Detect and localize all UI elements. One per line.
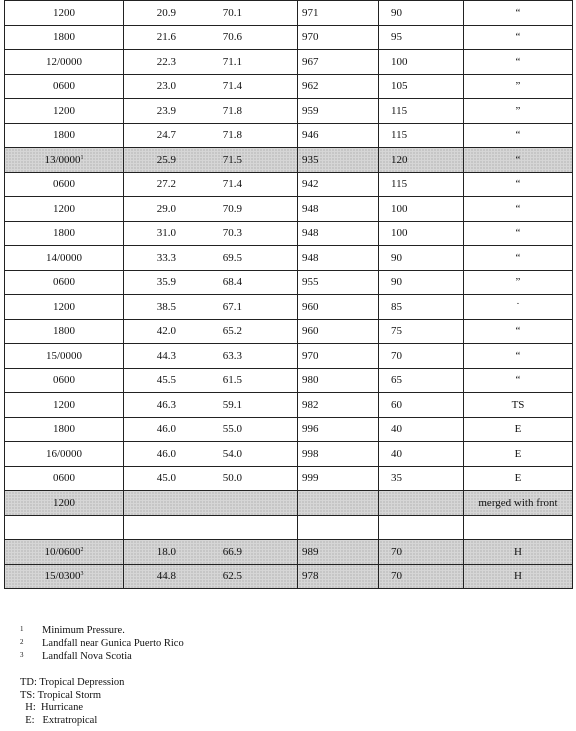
position-cell	[124, 172, 298, 197]
pressure-cell: 967	[298, 50, 379, 75]
table-row	[5, 246, 573, 271]
footnote-marker: 1	[80, 154, 84, 161]
longitude-value: 61.5	[222, 374, 242, 387]
position-cell	[124, 417, 298, 442]
latitude-value: 46.0	[156, 423, 176, 436]
longitude-value: 70.9	[222, 202, 242, 215]
pressure-cell: 960	[298, 295, 379, 320]
longitude-value: 55.0	[222, 423, 242, 436]
time-value: 1800	[53, 129, 75, 142]
longitude-value: 66.9	[222, 545, 242, 558]
longitude-value: 67.1	[222, 300, 242, 313]
longitude-value: 54.0	[222, 447, 242, 460]
table-row	[5, 123, 573, 148]
position-cell	[124, 1, 298, 26]
footnotes	[20, 624, 184, 663]
wind-cell: 115	[379, 172, 464, 197]
time-value: 0600	[53, 374, 75, 387]
table-row	[5, 466, 573, 491]
wind-cell: 100	[379, 197, 464, 222]
time-cell	[5, 123, 124, 148]
table-row	[5, 393, 573, 418]
position-cell	[124, 319, 298, 344]
time-cell	[5, 466, 124, 491]
time-cell	[5, 25, 124, 50]
stage-cell: H	[464, 564, 573, 589]
legend-item: E: Extratropical	[20, 714, 98, 726]
footnote-number: 2	[20, 638, 24, 646]
pressure-cell: 962	[298, 74, 379, 99]
wind-cell: 90	[379, 246, 464, 271]
longitude-value: 71.4	[222, 80, 242, 93]
position-cell	[124, 491, 298, 516]
longitude-value: 70.6	[222, 31, 242, 44]
time-value: 1200	[53, 496, 75, 509]
time-value: 13/0000	[44, 153, 81, 166]
time-value: 1200	[53, 104, 75, 117]
stage-cell: “	[464, 50, 573, 75]
pressure-cell: 959	[298, 99, 379, 124]
table-row	[5, 491, 573, 516]
time-cell	[5, 1, 124, 26]
stage-cell: ”	[464, 99, 573, 124]
footnote-marker: 2	[80, 546, 84, 553]
position-cell	[124, 74, 298, 99]
time-cell	[5, 221, 124, 246]
position-cell	[124, 221, 298, 246]
stage-cell: “	[464, 25, 573, 50]
wind-cell: 40	[379, 442, 464, 467]
latitude-value: 29.0	[156, 202, 176, 215]
table-row	[5, 295, 573, 320]
position-cell	[124, 197, 298, 222]
time-cell	[5, 246, 124, 271]
position-cell	[124, 25, 298, 50]
position-cell	[124, 123, 298, 148]
time-cell	[5, 148, 124, 173]
stage-cell: “	[464, 172, 573, 197]
latitude-value: 44.3	[156, 349, 176, 362]
pressure-cell	[298, 515, 379, 540]
time-value: 1200	[53, 6, 75, 19]
table-row	[5, 442, 573, 467]
wind-cell: 90	[379, 270, 464, 295]
wind-cell: 70	[379, 540, 464, 565]
position-cell	[124, 50, 298, 75]
time-cell	[5, 319, 124, 344]
pressure-cell: 989	[298, 540, 379, 565]
footnote	[20, 624, 184, 637]
wind-cell: 65	[379, 368, 464, 393]
table-row	[5, 417, 573, 442]
latitude-value: 31.0	[156, 227, 176, 240]
wind-cell: 60	[379, 393, 464, 418]
time-value: 1800	[53, 423, 75, 436]
longitude-value: 62.5	[222, 570, 242, 583]
latitude-value: 46.3	[156, 398, 176, 411]
position-cell	[124, 270, 298, 295]
pressure-cell: 980	[298, 368, 379, 393]
table-row	[5, 540, 573, 565]
pressure-cell: 982	[298, 393, 379, 418]
position-cell	[124, 246, 298, 271]
wind-cell: 70	[379, 564, 464, 589]
stage-legend	[20, 677, 124, 727]
table-row	[5, 344, 573, 369]
wind-cell: 100	[379, 50, 464, 75]
wind-cell: 115	[379, 99, 464, 124]
position-cell	[124, 368, 298, 393]
wind-cell: 70	[379, 344, 464, 369]
wind-cell: 75	[379, 319, 464, 344]
stage-cell: E	[464, 442, 573, 467]
time-cell	[5, 515, 124, 540]
longitude-value: 69.5	[222, 251, 242, 264]
table-row	[5, 515, 573, 540]
latitude-value: 27.2	[156, 178, 176, 191]
time-value: 16/0000	[45, 447, 83, 460]
wind-cell: 95	[379, 25, 464, 50]
time-value: 14/0000	[45, 251, 83, 264]
time-value: 0600	[53, 472, 75, 485]
longitude-value: 71.4	[222, 178, 242, 191]
longitude-value: 68.4	[222, 276, 242, 289]
stage-cell: “	[464, 148, 573, 173]
stage-cell	[464, 515, 573, 540]
longitude-value: 70.1	[222, 6, 242, 19]
position-cell	[124, 466, 298, 491]
longitude-value: 59.1	[222, 398, 242, 411]
wind-cell: 120	[379, 148, 464, 173]
pressure-cell: 935	[298, 148, 379, 173]
latitude-value: 33.3	[156, 251, 176, 264]
time-cell	[5, 197, 124, 222]
table-row	[5, 172, 573, 197]
latitude-value: 20.9	[156, 6, 176, 19]
stage-cell: merged with front	[464, 491, 573, 516]
wind-cell	[379, 491, 464, 516]
position-cell	[124, 99, 298, 124]
stage-cell: “	[464, 319, 573, 344]
time-cell	[5, 417, 124, 442]
stage-cell: “	[464, 344, 573, 369]
latitude-value: 25.9	[156, 153, 176, 166]
footnote-marker: 3	[80, 571, 84, 578]
table-row	[5, 99, 573, 124]
position-cell	[124, 540, 298, 565]
footnote-number: 3	[20, 651, 24, 659]
table-row	[5, 319, 573, 344]
position-cell	[124, 344, 298, 369]
longitude-value: 50.0	[222, 472, 242, 485]
time-value: 15/0000	[45, 349, 83, 362]
time-value: 10/0600	[44, 545, 81, 558]
table-row	[5, 148, 573, 173]
pressure-cell	[298, 491, 379, 516]
stage-cell: E	[464, 466, 573, 491]
table-row	[5, 50, 573, 75]
time-value: 1800	[53, 325, 75, 338]
pressure-cell: 942	[298, 172, 379, 197]
pressure-cell: 996	[298, 417, 379, 442]
table-row	[5, 197, 573, 222]
footnote-number: 1	[20, 625, 24, 633]
position-cell	[124, 295, 298, 320]
latitude-value: 24.7	[156, 129, 176, 142]
position-cell	[124, 564, 298, 589]
latitude-value: 44.8	[156, 570, 176, 583]
stage-cell: ˙	[464, 295, 573, 320]
stage-cell: “	[464, 1, 573, 26]
pressure-cell: 970	[298, 25, 379, 50]
stage-cell: “	[464, 368, 573, 393]
footnote	[20, 637, 184, 650]
wind-cell: 85	[379, 295, 464, 320]
pressure-cell: 960	[298, 319, 379, 344]
latitude-value: 45.0	[156, 472, 176, 485]
latitude-value: 21.6	[156, 31, 176, 44]
stage-cell: E	[464, 417, 573, 442]
longitude-value: 71.8	[222, 129, 242, 142]
footnote-text: Landfall Nova Scotia	[42, 651, 132, 662]
latitude-value: 42.0	[156, 325, 176, 338]
pressure-cell: 971	[298, 1, 379, 26]
stage-cell: “	[464, 123, 573, 148]
pressure-cell: 999	[298, 466, 379, 491]
footnote	[20, 650, 184, 663]
stage-cell: ”	[464, 74, 573, 99]
position-cell	[124, 442, 298, 467]
stage-cell: ”	[464, 270, 573, 295]
table-row	[5, 74, 573, 99]
latitude-value: 46.0	[156, 447, 176, 460]
longitude-value: 65.2	[222, 325, 242, 338]
longitude-value: 71.1	[222, 55, 242, 68]
latitude-value: 23.0	[156, 80, 176, 93]
pressure-cell: 970	[298, 344, 379, 369]
pressure-cell: 948	[298, 197, 379, 222]
wind-cell: 105	[379, 74, 464, 99]
time-value: 1200	[53, 300, 75, 313]
time-value: 12/0000	[45, 55, 83, 68]
time-cell	[5, 50, 124, 75]
time-value: 1200	[53, 398, 75, 411]
wind-cell	[379, 515, 464, 540]
longitude-value: 70.3	[222, 227, 242, 240]
time-cell	[5, 270, 124, 295]
time-cell	[5, 540, 124, 565]
longitude-value: 63.3	[222, 349, 242, 362]
table-row	[5, 564, 573, 589]
table-row	[5, 221, 573, 246]
wind-cell: 35	[379, 466, 464, 491]
legend-item: H: Hurricane	[20, 702, 83, 713]
wind-cell: 115	[379, 123, 464, 148]
wind-cell: 100	[379, 221, 464, 246]
storm-track-table	[4, 0, 573, 589]
time-cell	[5, 295, 124, 320]
latitude-value: 38.5	[156, 300, 176, 313]
time-value: 1800	[53, 31, 75, 44]
time-cell	[5, 344, 124, 369]
pressure-cell: 998	[298, 442, 379, 467]
latitude-value: 22.3	[156, 55, 176, 68]
time-cell	[5, 491, 124, 516]
time-cell	[5, 442, 124, 467]
table-body	[5, 1, 573, 589]
position-cell	[124, 393, 298, 418]
stage-cell: “	[464, 246, 573, 271]
time-value: 0600	[53, 80, 75, 93]
time-value: 0600	[53, 178, 75, 191]
latitude-value: 35.9	[156, 276, 176, 289]
pressure-cell: 978	[298, 564, 379, 589]
pressure-cell: 946	[298, 123, 379, 148]
stage-cell: TS	[464, 393, 573, 418]
table-row	[5, 25, 573, 50]
table-row	[5, 368, 573, 393]
time-cell	[5, 99, 124, 124]
stage-cell: H	[464, 540, 573, 565]
position-cell	[124, 148, 298, 173]
time-value: 15/0300	[44, 570, 81, 583]
longitude-value: 71.8	[222, 104, 242, 117]
stage-cell: “	[464, 221, 573, 246]
time-cell	[5, 368, 124, 393]
time-cell	[5, 74, 124, 99]
table-row	[5, 1, 573, 26]
latitude-value: 18.0	[156, 545, 176, 558]
latitude-value: 23.9	[156, 104, 176, 117]
pressure-cell: 955	[298, 270, 379, 295]
stage-cell: “	[464, 197, 573, 222]
wind-cell: 40	[379, 417, 464, 442]
position-cell	[124, 515, 298, 540]
table-row	[5, 270, 573, 295]
legend-item: TS: Tropical Storm	[20, 689, 102, 701]
time-value: 1200	[53, 202, 75, 215]
pressure-cell: 948	[298, 246, 379, 271]
time-cell	[5, 393, 124, 418]
longitude-value: 71.5	[222, 153, 242, 166]
footnote-text: Landfall near Gunica Puerto Rico	[42, 638, 184, 649]
time-value: 1800	[53, 227, 75, 240]
legend-item: TD: Tropical Depression	[20, 677, 125, 688]
footnote-text: Minimum Pressure.	[42, 625, 125, 636]
wind-cell: 90	[379, 1, 464, 26]
latitude-value: 45.5	[156, 374, 176, 387]
time-cell	[5, 564, 124, 589]
time-value: 0600	[53, 276, 75, 289]
time-cell	[5, 172, 124, 197]
pressure-cell: 948	[298, 221, 379, 246]
